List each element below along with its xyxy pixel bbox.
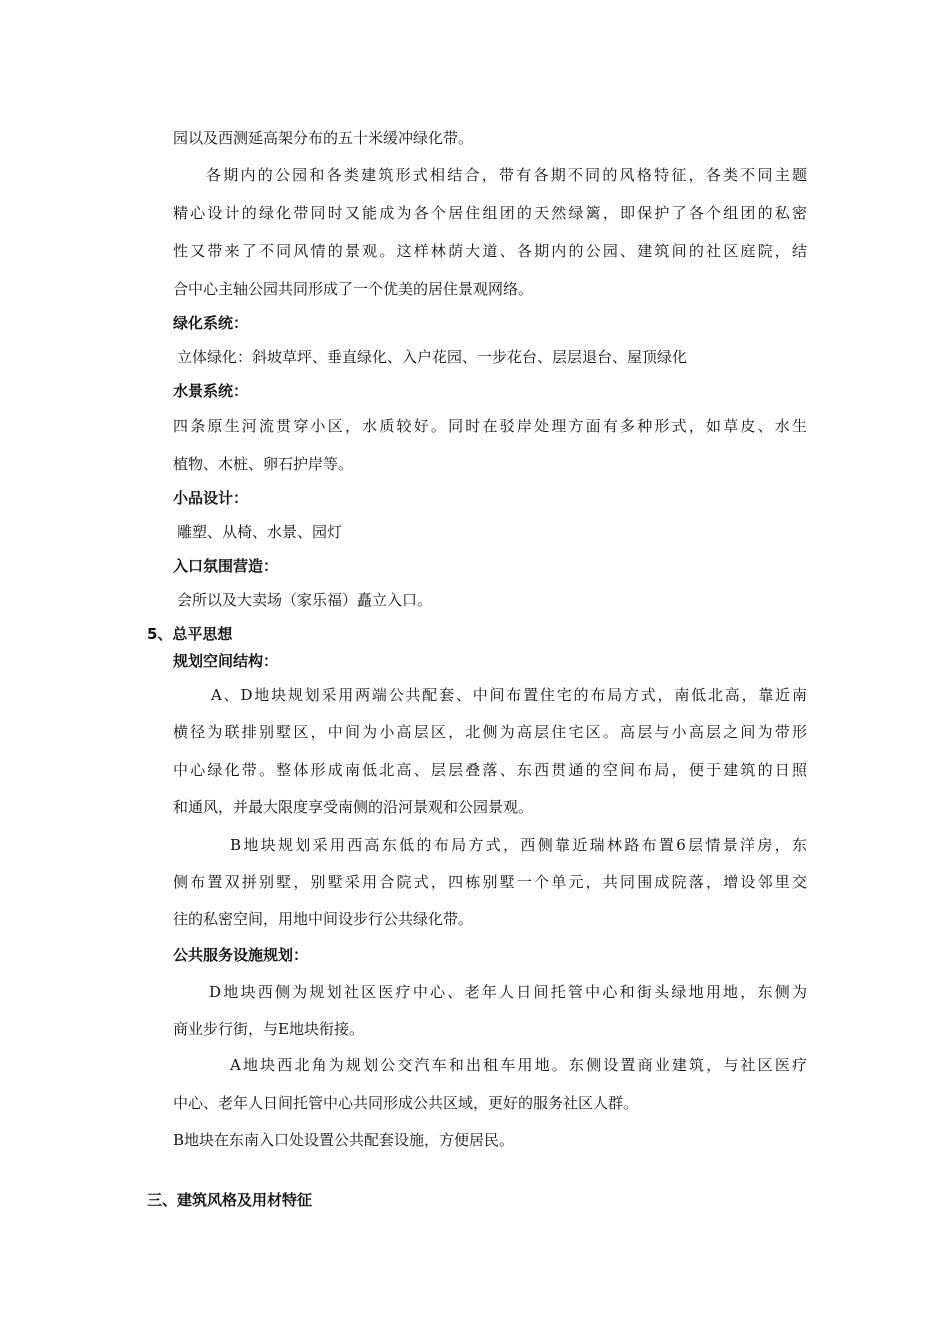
paragraph-line: 横径为联排别墅区，中间为小高层区，北侧为高层住宅区。高层与小高层之间为带形 [173,723,807,741]
paragraph-line: 和通风，并最大限度享受南侧的沿河景观和公园景观。 [173,798,534,816]
paragraph-line: B地块在东南入口处设置公共配套设施，方便居民。 [173,1131,515,1149]
paragraph-line: 各期内的公园和各类建筑形式相结合，带有各期不同的风格特征，各类不同主题 [206,166,807,184]
paragraph-line: 会所以及大卖场（家乐福）矗立入口。 [177,591,433,609]
subheading-greening: 绿化系统： [173,314,249,332]
paragraph-line: 中心、老年人日间托管中心共同形成公共区域，更好的服务社区人群。 [173,1094,639,1112]
subheading-water: 水景系统： [173,382,249,400]
subheading-entry: 入口氛围营造： [173,557,279,575]
paragraph-line: 商业步行街，与E地块衔接。 [173,1020,364,1038]
paragraph-line: 园以及西测延高架分布的五十米缓冲绿化带。 [173,129,474,147]
paragraph-line: A地块西北角为规划公交汽车和出租车用地。东侧设置商业建筑，与社区医疗 [230,1056,807,1074]
section-heading-5: 5、总平思想 [147,625,233,643]
paragraph-line: 往的私密空间，用地中间设步行公共绿化带。 [173,910,474,928]
subheading-structure: 规划空间结构： [173,652,279,670]
paragraph-line: 中心绿化带。整体形成南低北高、层层叠落、东西贯通的空间布局，便于建筑的日照 [173,761,807,779]
chapter-heading-3: 三、建筑风格及用材特征 [147,1191,313,1209]
paragraph-line: 雕塑、从椅、水景、园灯 [177,523,343,541]
paragraph-line: 精心设计的绿化带同时又能成为各个居住组团的天然绿篱，即保护了各个组团的私密 [173,204,807,222]
subheading-service: 公共服务设施规划： [173,946,309,964]
paragraph-line: 立体绿化：斜坡草坪、垂直绿化、入户花园、一步花台、层层退台、屋顶绿化 [177,348,688,366]
paragraph-line: B地块规划采用西高东低的布局方式，西侧靠近瑞林路布置6层情景洋房，东 [230,836,807,854]
paragraph-line: 植物、木桩、卵石护岸等。 [173,455,354,473]
paragraph-line: 合中心主轴公园共同形成了一个优美的居住景观网络。 [173,280,534,298]
paragraph-line: A、D地块规划采用两端公共配套、中间布置住宅的布局方式，南低北高，靠近南 [211,686,807,704]
paragraph-line: D地块西侧为规划社区医疗中心、老年人日间托管中心和街头绿地用地，东侧为 [209,983,807,1001]
subheading-design: 小品设计： [173,489,249,507]
paragraph-line: 性又带来了不同风情的景观。这样林荫大道、各期内的公园、建筑间的社区庭院，结 [173,242,807,260]
paragraph-line: 四条原生河流贯穿小区，水质较好。同时在驳岸处理方面有多种形式，如草皮、水生 [173,417,807,435]
paragraph-line: 侧布置双拼别墅，别墅采用合院式，四栋别墅一个单元，共同围成院落，增设邻里交 [173,873,807,891]
